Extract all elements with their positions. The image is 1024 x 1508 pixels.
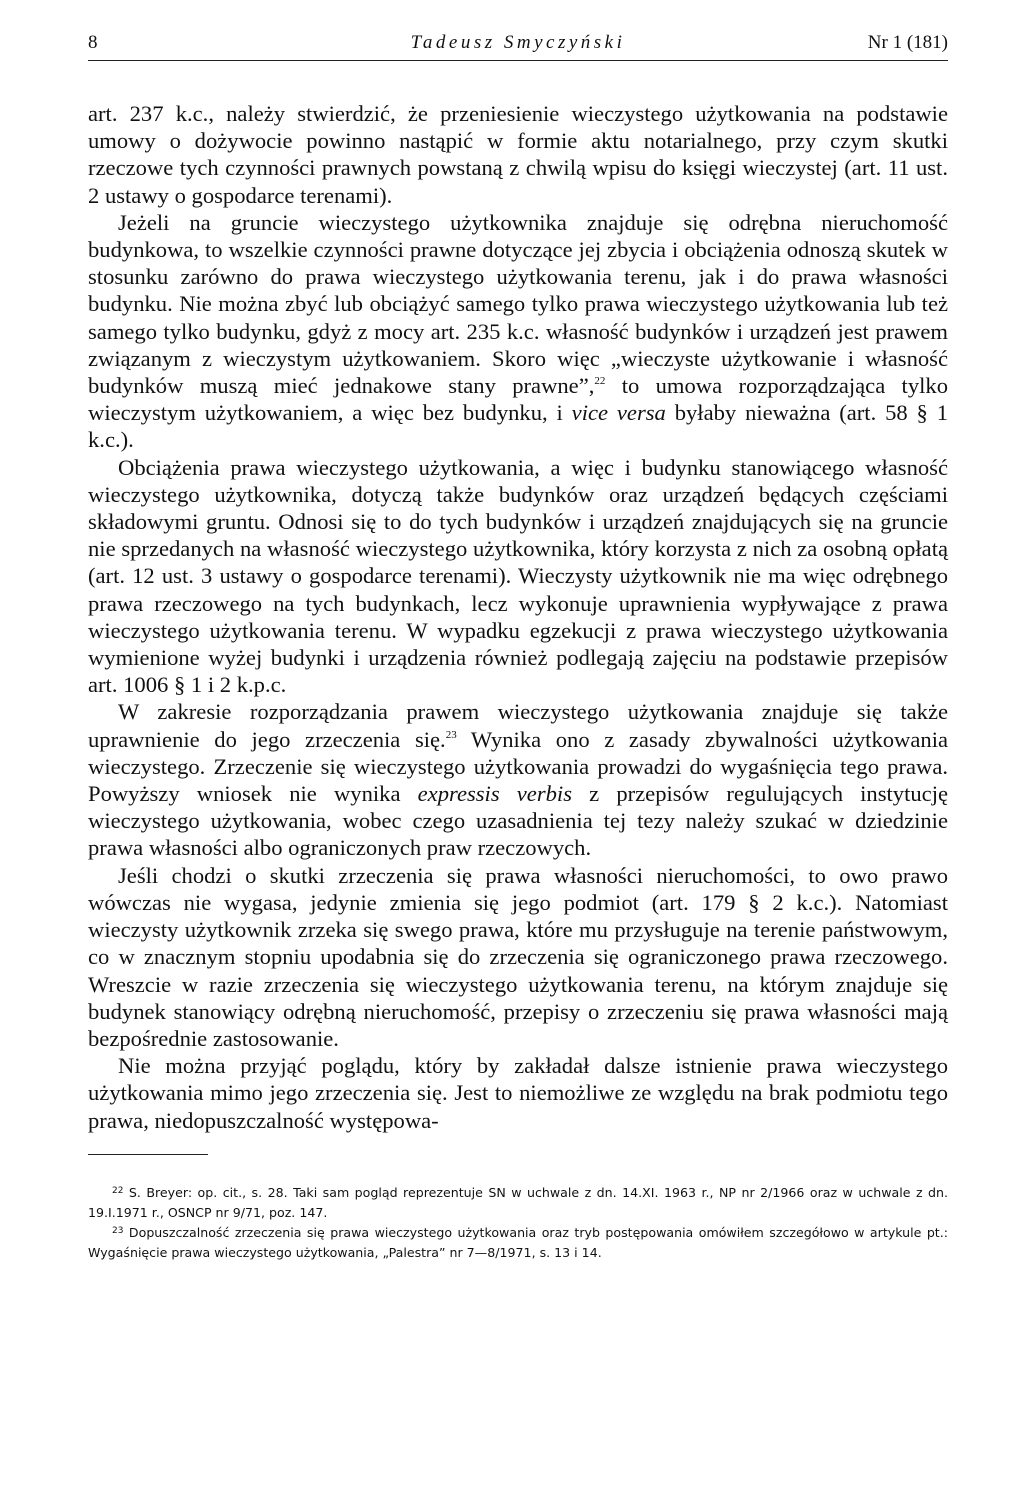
footnote-ref-23: 23: [445, 728, 457, 741]
running-title: Tadeusz Smyczyński: [410, 32, 626, 53]
footnote-ref-22: 22: [594, 375, 606, 388]
paragraph-5: Jeśli chodzi o skutki zrzeczenia się prawa własności nieruchomości, to owo prawo wówczas nie wygasa, jedynie zmienia się jego podmiot (art. 179 § 2 k.c.). Natomiast wieczysty użytkownik zrzeka się swego prawa, które mu przysługuje na terenie państwowym, co w znacznym stopniu upodabnia się do zrzeczenia się ograniczonego prawa rzeczowego. Wreszcie w razie zrzeczenia się wieczystego użytkowania terenu, na którym znajduje się budynek stanowiący odrębną nieruchomość, przepisy o zrzeczeniu się prawa własności mają bezpośrednie zastosowanie.: [88, 862, 948, 1051]
italic-phrase: vice versa: [571, 400, 666, 426]
page-header: [88, 30, 948, 61]
paragraph-4: W zakresie rozporządzania prawem wieczystego użytkowania znajduje się także uprawnienie do jego zrzeczenia się.$^{23}$ Wynika ono z zasady zbywalności użytkowania wieczystego. Zrzeczenie się wieczystego użytkowania prowadzi do wygaśnięcia tego prawa. Powyższy wniosek nie wynika expressis verbis z przepisów regulujących instytucję wieczystego użytkowania, wobec czego uzasadnienia tej tezy należy szukać w dziedzinie prawa własności albo ograniczonych praw rzeczowych.: [88, 699, 948, 861]
paragraph-6: Nie można przyjąć poglądu, który by zakładał dalsze istnienie prawa wieczystego użytkowania mimo jego zrzeczenia się. Jest to niemożliwe ze względu na brak podmiotu tego prawa, niedopuszczalność występowa-: [88, 1053, 948, 1133]
paragraph-1: art. 237 k.c., należy stwierdzić, że przeniesienie wieczystego użytkowania na podstawie umowy o dożywocie powinno nastąpić w formie aktu notarialnego, przy czym skutki rzeczowe tych czynności prawnych powstaną z chwilą wpisu do księgi wieczystej (art. 11 ust. 2 ustawy o gospodarce terenami).: [88, 101, 948, 208]
paragraph-2: Jeżeli na gruncie wieczystego użytkownika znajduje się odrębna nieruchomość budynkowa, to wszelkie czynności prawne dotyczące jej zbycia i obciążenia odnoszą skutek w stosunku zarówno do prawa wieczystego użytkowania terenu, jak i do prawa własności budynku. Nie można zbyć lub obciążyć samego tylko prawa wieczystego użytkowania lub też samego tylko budynku, gdyż z mocy art. 235 k.c. własność budynków i urządzeń jest prawem związanym z wieczystym użytkowaniem. Skoro więc „wieczyste użytkowanie i własność budynków muszą mieć jednakowe stany prawne”,$^{22}$ to umowa rozporządzająca tylko wieczystym użytkowaniem, a więc bez budynku, i vice versa byłaby nieważna (art. 58 § 1 k.c.).: [88, 209, 949, 453]
article-body: [88, 100, 948, 1134]
footnotes: [88, 1183, 948, 1263]
footnote-23: $^{23}$ Dopuszczalność zrzeczenia się prawa wieczystego użytkowania oraz tryb postępowania omówiłem szczegółowo w artykule pt.: Wygaśnięcie prawa wieczystego użytkowania, „Palestra” nr 7—8/1971, s. 13 i 14.: [88, 1224, 948, 1260]
page-number: 8: [88, 32, 98, 53]
document-page: [88, 30, 948, 1263]
footnote-separator: [88, 1154, 208, 1155]
footnote-22: $^{22}$ S. Breyer: op. cit., s. 28. Taki sam pogląd reprezentuje SN w uchwale z dn. 14.XI. 1963 r., NP nr 2/1966 oraz w uchwale z dn. 19.I.1971 r., OSNCP nr 9/71, poz. 147.: [88, 1184, 948, 1220]
italic-phrase: expressis verbis: [417, 781, 572, 807]
paragraph-3: Obciążenia prawa wieczystego użytkowania, a więc i budynku stanowiącego własność wieczystego użytkownika, dotyczą także budynków oraz urządzeń będących częściami składowymi gruntu. Odnosi się to do tych budynków i urządzeń znajdujących się na gruncie nie sprzedanych na własność wieczystego użytkownika, który korzysta z nich za osobną opłatą (art. 12 ust. 3 ustawy o gospodarce terenami). Wieczysty użytkownik nie ma więc odrębnego prawa rzeczowego na tych budynkach, lecz wykonuje uprawnienia wypływające z prawa wieczystego użytkowania terenu. W wypadku egzekucji z prawa wieczystego użytkowania wymienione wyżej budynki i urządzenia również podlegają zajęciu na podstawie przepisów art. 1006 § 1 i 2 k.p.c.: [88, 454, 948, 698]
issue-number: Nr 1 (181): [867, 32, 948, 53]
